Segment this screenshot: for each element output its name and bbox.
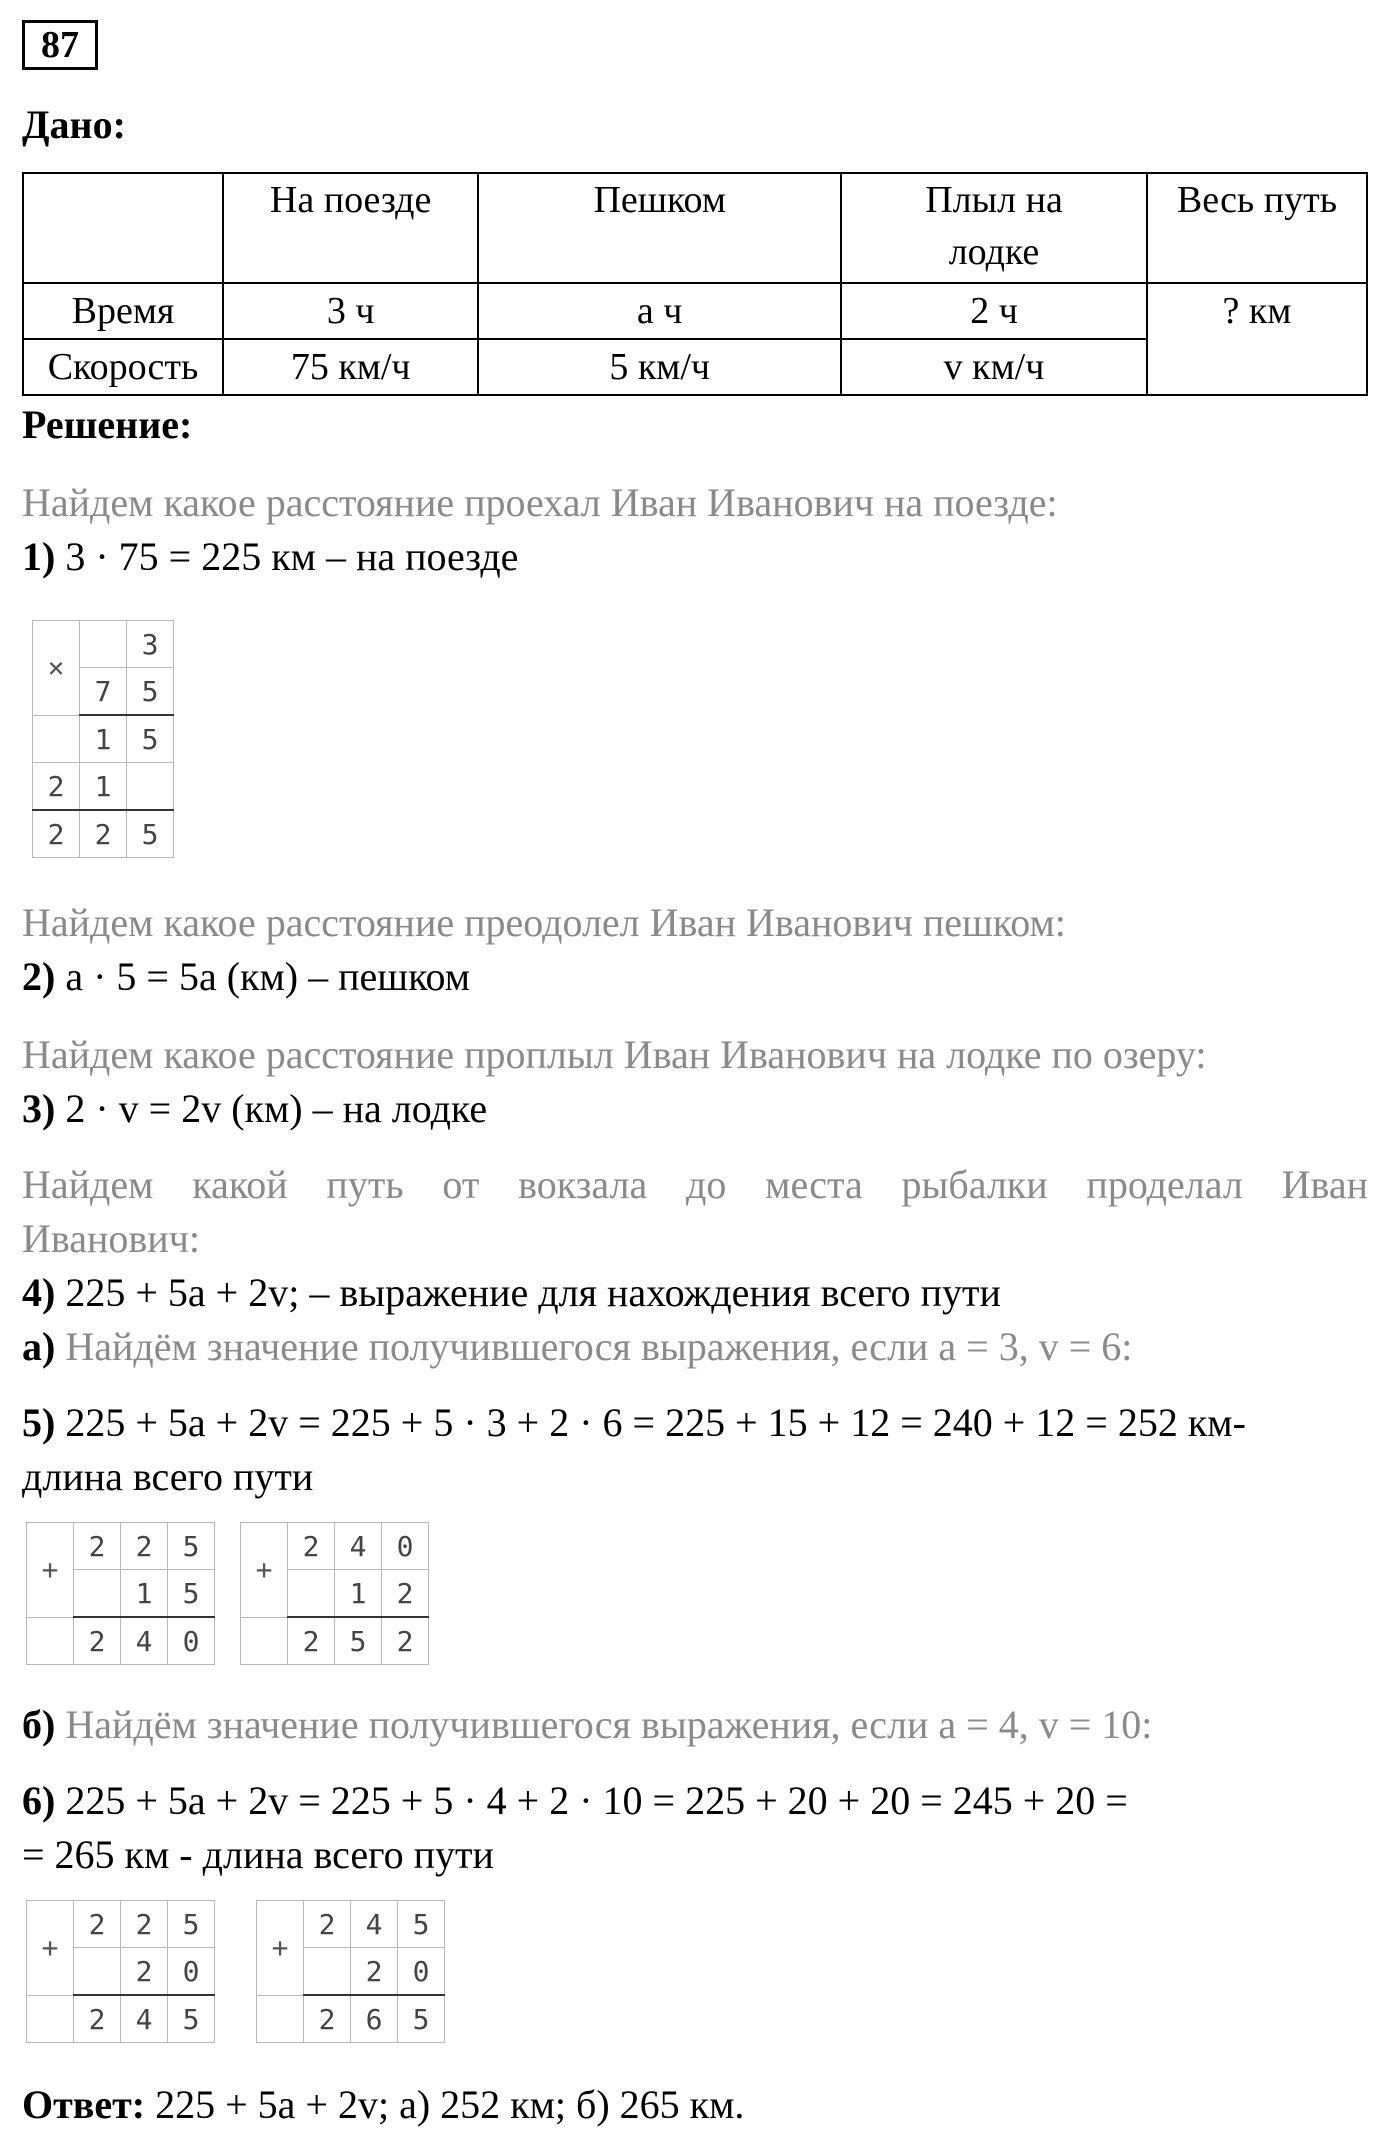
row-label-speed: Скорость [23, 339, 223, 395]
grid-cell: 3 [127, 621, 174, 668]
grid-cell: 2 [351, 1948, 398, 1996]
grid-cell: 5 [127, 668, 174, 716]
grid-cell [304, 1948, 351, 1996]
grid-cell: 5 [398, 1901, 445, 1948]
given-table [22, 172, 1368, 396]
grid-cell: 2 [304, 1995, 351, 2043]
table-row-time [23, 283, 1367, 339]
grid-cell: 5 [168, 1901, 215, 1948]
grid-cell: 2 [382, 1570, 429, 1618]
table-header-empty [23, 173, 223, 283]
plus-sign: + [27, 1901, 74, 1996]
step2: 2) а · 5 = 5а (км) – пешком [22, 954, 471, 999]
grid-cell: 5 [168, 1523, 215, 1570]
step3: 3) 2 · v = 2v (км) – на лодке [22, 1086, 488, 1131]
table-header-walk: Пешком [478, 173, 841, 283]
solution-label: Решение: [22, 402, 193, 447]
task-number: 87 [22, 20, 98, 70]
multiplication-grid [32, 620, 174, 858]
grid-cell: 0 [398, 1948, 445, 1996]
grid-cell: 2 [121, 1901, 168, 1948]
speed-boat: v км/ч [841, 339, 1147, 395]
step1: 1) 3 · 75 = 225 км – на поезде [22, 534, 519, 579]
grid-cell: 1 [121, 1570, 168, 1618]
grid-cell [241, 1617, 288, 1665]
multiply-sign: × [33, 621, 80, 716]
grid-cell: 2 [288, 1523, 335, 1570]
grid-cell: 5 [335, 1617, 382, 1665]
step4-hint-line2: Иванович: [22, 1216, 200, 1261]
grid-cell: 5 [127, 715, 174, 763]
grid-cell: 4 [121, 1617, 168, 1665]
grid-cell: 5 [127, 810, 174, 858]
speed-train: 75 км/ч [223, 339, 478, 395]
step6-line1: 6) 225 + 5а + 2v = 225 + 5 · 4 + 2 · 10 = 225 + 20 + 20 = 245 + 20 = [22, 1778, 1128, 1823]
step5-line2: длина всего пути [22, 1454, 314, 1499]
grid-cell: 7 [80, 668, 127, 716]
addition-grid-1 [26, 1522, 215, 1665]
grid-cell: 2 [74, 1617, 121, 1665]
grid-cell: 2 [382, 1617, 429, 1665]
step5-line1: 5) 225 + 5а + 2v = 225 + 5 · 3 + 2 · 6 = 225 + 15 + 12 = 240 + 12 = 252 км- [22, 1400, 1246, 1445]
step2-hint: Найдем какое расстояние преодолел Иван Иванович пешком: [22, 900, 1066, 945]
row-label-time: Время [23, 283, 223, 339]
time-walk: а ч [478, 283, 841, 339]
total-distance: ? км [1147, 283, 1367, 395]
grid-cell: 5 [398, 1995, 445, 2043]
grid-cell: 2 [74, 1523, 121, 1570]
speed-walk: 5 км/ч [478, 339, 841, 395]
table-header-boat: Плыл на лодке [841, 173, 1147, 283]
plus-sign: + [257, 1901, 304, 1996]
table-header-train: На поезде [223, 173, 478, 283]
grid-cell [33, 715, 80, 763]
grid-cell: 2 [80, 810, 127, 858]
part-b-hint: б) Найдём значение получившегося выражения, если а = 4, v = 10: [22, 1702, 1153, 1747]
step6-line2: = 265 км - длина всего пути [22, 1832, 494, 1877]
time-train: 3 ч [223, 283, 478, 339]
grid-cell: 6 [351, 1995, 398, 2043]
grid-cell [127, 763, 174, 811]
part-a-hint: а) Найдём значение получившегося выражения, если а = 3, v = 6: [22, 1324, 1133, 1369]
grid-cell [27, 1995, 74, 2043]
step3-hint: Найдем какое расстояние проплыл Иван Иванович на лодке по озеру: [22, 1032, 1207, 1077]
given-label: Дано: [22, 102, 126, 147]
grid-cell: 1 [335, 1570, 382, 1618]
grid-cell: 2 [33, 810, 80, 858]
grid-cell: 2 [121, 1523, 168, 1570]
step4-hint-line1: Найдем какой путь от вокзала до места рыбалки проделал Иван [22, 1162, 1368, 1207]
plus-sign: + [27, 1523, 74, 1618]
step1-hint: Найдем какое расстояние проехал Иван Иванович на поезде: [22, 480, 1058, 525]
grid-cell [257, 1995, 304, 2043]
grid-cell: 5 [168, 1570, 215, 1618]
grid-cell: 4 [335, 1523, 382, 1570]
grid-cell: 2 [288, 1617, 335, 1665]
grid-cell: 1 [80, 715, 127, 763]
step4: 4) 225 + 5а + 2v; – выражение для нахождения всего пути [22, 1270, 1001, 1315]
grid-cell: 5 [168, 1995, 215, 2043]
grid-cell [27, 1617, 74, 1665]
grid-cell [74, 1948, 121, 1996]
table-header-total: Весь путь [1147, 173, 1367, 283]
plus-sign: + [241, 1523, 288, 1618]
grid-cell: 1 [80, 763, 127, 811]
table-header-row [23, 173, 1367, 283]
grid-cell: 2 [304, 1901, 351, 1948]
answer: Ответ: 225 + 5а + 2v; а) 252 км; б) 265 км. [22, 2082, 745, 2127]
grid-cell [288, 1570, 335, 1618]
grid-cell: 2 [33, 763, 80, 811]
grid-cell: 0 [382, 1523, 429, 1570]
grid-cell: 2 [74, 1901, 121, 1948]
grid-cell: 4 [351, 1901, 398, 1948]
grid-cell: 0 [168, 1617, 215, 1665]
time-boat: 2 ч [841, 283, 1147, 339]
grid-cell [74, 1570, 121, 1618]
grid-cell: 2 [121, 1948, 168, 1996]
grid-cell: 4 [121, 1995, 168, 2043]
addition-grid-3 [26, 1900, 215, 2043]
addition-grid-4 [256, 1900, 445, 2043]
grid-cell: 2 [74, 1995, 121, 2043]
addition-grid-2 [240, 1522, 429, 1665]
grid-cell [80, 621, 127, 668]
grid-cell: 0 [168, 1948, 215, 1996]
